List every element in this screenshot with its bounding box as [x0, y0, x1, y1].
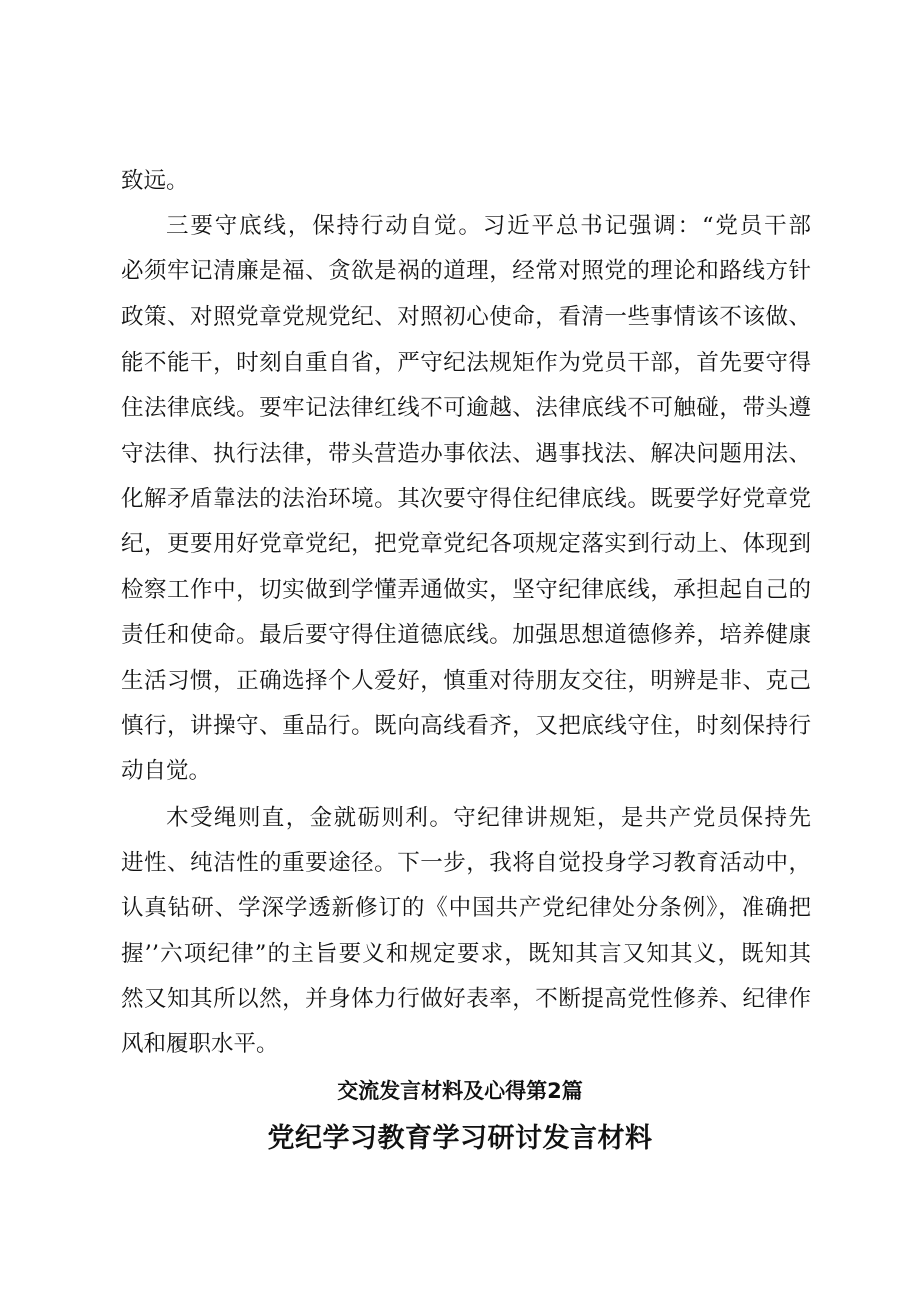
body-line: 风和履职水平。: [121, 1031, 279, 1057]
body-line: 守法律、执行法律，带头营造办事依法、遇事找法、解决问题用法、: [121, 441, 811, 467]
body-line: 动自觉。: [121, 758, 212, 784]
body-line: 认真钻研、学深学透新修订的《中国共产党纪律处分条例》，准确把: [121, 895, 811, 921]
body-line: 住法律底线。要牢记法律红线不可逾越、法律底线不可触碰，带头遵: [121, 395, 811, 421]
body-line: 三要守底线，保持行动自觉。习近平总书记强调：“党员干部: [166, 213, 811, 239]
body-line: 木受绳则直，金就砺则利。守纪律讲规矩，是共产党员保持先: [166, 805, 811, 831]
body-line: 检察工作中，切实做到学懂弄通做实，坚守纪律底线，承担起自己的: [121, 577, 811, 603]
body-line: 握’’六项纪律”的主旨要义和规定要求，既知其言又知其义，既知其: [121, 941, 811, 967]
body-line: 纪，更要用好党章党纪，把党章党纪各项规定落实到行动上、体现到: [121, 531, 811, 557]
body-line: 责任和使命。最后要守得住道德底线。加强思想道德修养，培养健康: [121, 622, 811, 648]
body-line: 然又知其所以然，并身体力行做好表率，不断提高党性修养、纪律作: [121, 986, 811, 1012]
body-line: 致远。: [121, 168, 189, 194]
body-line: 生活习惯，正确选择个人爱好，慎重对待朋友交往，明辨是非、克己: [121, 668, 811, 694]
body-line: 慎行，讲操守、重品行。既向高线看齐，又把底线守住，时刻保持行: [121, 713, 811, 739]
body-line: 进性、纯洁性的重要途径。下一步，我将自觉投身学习教育活动中，: [121, 850, 811, 876]
body-line: 必须牢记清廉是福、贪欲是祸的道理，经常对照党的理论和路线方针: [121, 258, 811, 284]
body-line: 化解矛盾靠法的法治环境。其次要守得住纪律底线。既要学好党章党: [121, 486, 811, 512]
document-title: 党纪学习教育学习研讨发言材料: [267, 1123, 653, 1154]
body-line: 能不能干，时刻自重自省，严守纪法规矩作为党员干部，首先要守得: [121, 350, 811, 376]
body-line: 政策、对照党章党规党纪、对照初心使命，看清一些事情该不该做、: [121, 304, 811, 330]
section-subheading: 交流发言材料及心得第2篇: [337, 1079, 583, 1103]
